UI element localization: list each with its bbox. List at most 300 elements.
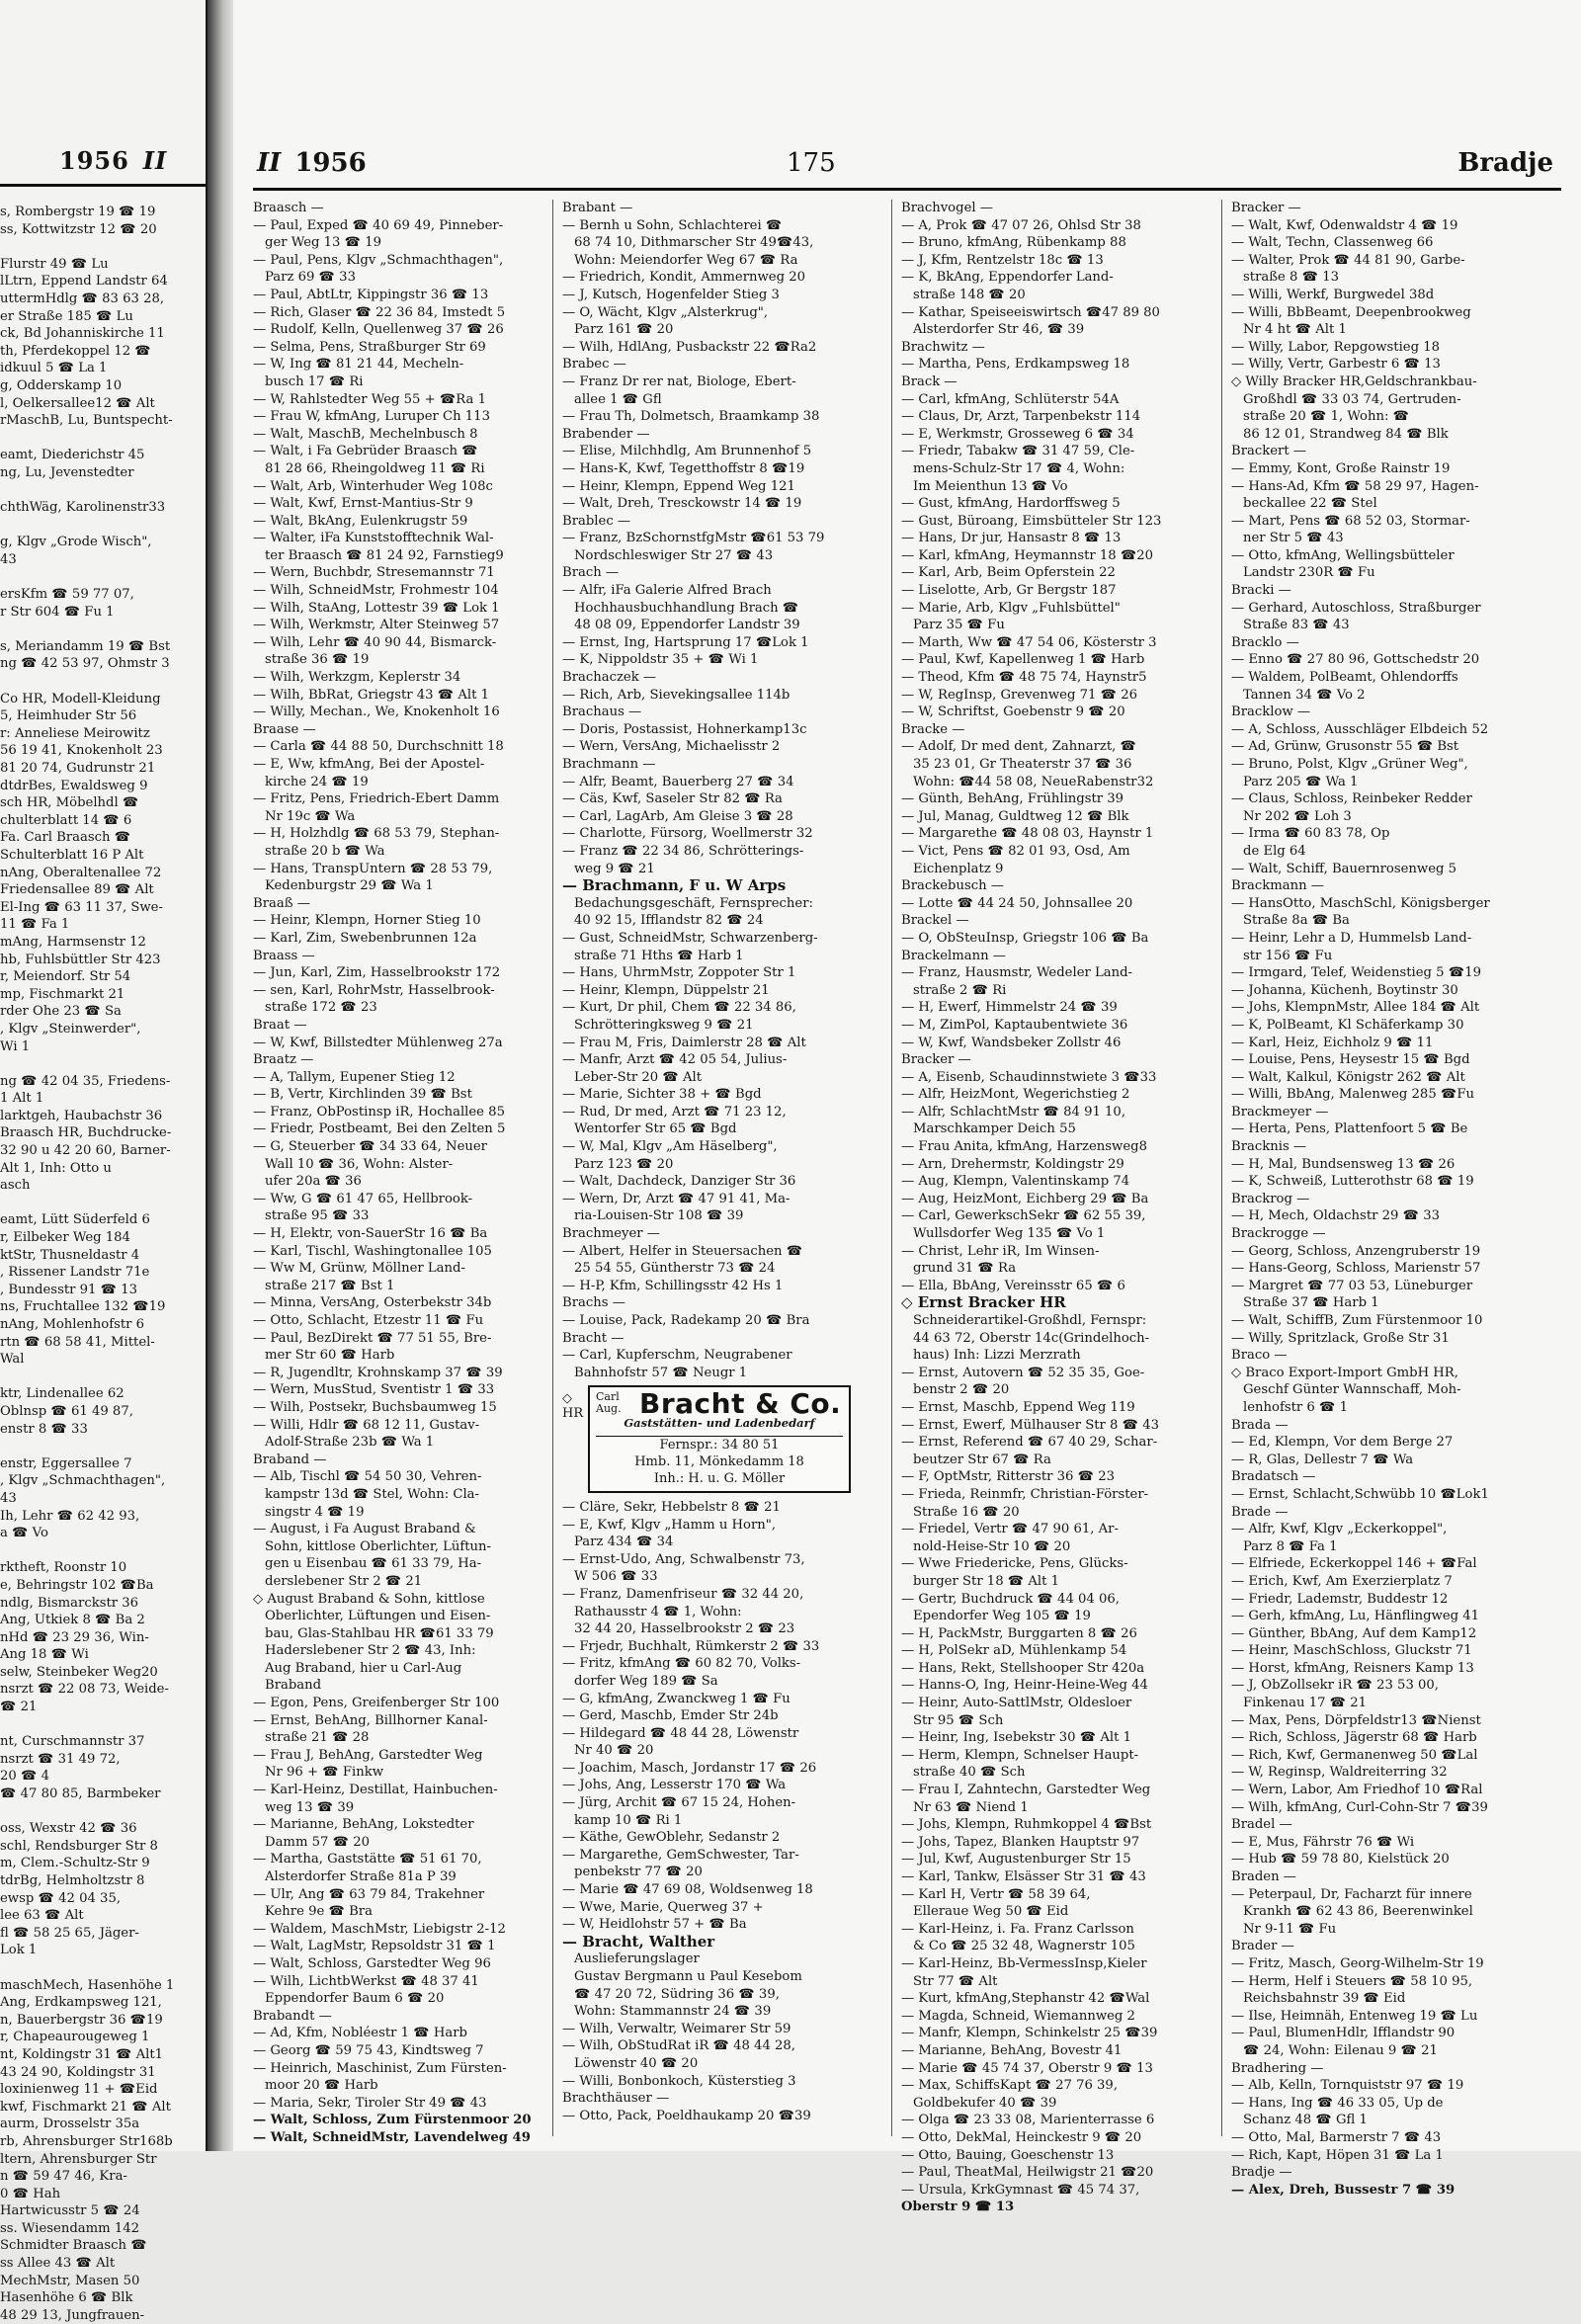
- entry-continuation: Parz 123 ☎ 20: [574, 1156, 674, 1172]
- directory-entry-line: — Otto, Schlacht, Etzestr 11 ☎ Fu: [253, 1313, 484, 1328]
- entry-continuation: bau, Glas-Stahlbau HR ☎61 33 79: [265, 1625, 494, 1641]
- entry-continuation: Straße 16 ☎ 20: [913, 1504, 1020, 1520]
- left-page-line: nHd ☎ 23 29 36, Win-: [0, 1629, 149, 1645]
- directory-entry-line: ◇ Braco Export-Import GmbH HR,: [1231, 1365, 1458, 1380]
- left-page-line: rMaschB, Lu, Buntspecht-: [0, 413, 173, 429]
- surname-heading: Bracker —: [901, 1052, 971, 1068]
- entry-continuation: Str 95 ☎ Sch: [913, 1712, 1004, 1728]
- entry-continuation: busch 17 ☎ Ri: [265, 374, 364, 389]
- entry-continuation: Aug Braband, hier u Carl-Aug: [265, 1660, 462, 1676]
- directory-entry-line: — August, i Fa August Braband &: [253, 1522, 476, 1537]
- directory-column-4: [1231, 200, 1557, 2198]
- directory-entry-line: — Friedr, Postbeamt, Bei den Zelten 5: [253, 1121, 506, 1137]
- entry-continuation: Im Meienthun 13 ☎ Vo: [913, 478, 1068, 494]
- ad-address: Hmb. 11, Mönkedamm 18: [634, 1453, 804, 1469]
- directory-entry-line: — Heinr, Klempn, Eppend Weg 121: [562, 478, 795, 494]
- left-page-line: lee 63 ☎ Alt: [0, 1908, 84, 1924]
- entry-continuation: Alsterdorfer Straße 81a P 39: [265, 1869, 457, 1884]
- directory-entry-line: — Ad, Kfm, Nobléestr 1 ☎ Harb: [253, 2026, 467, 2041]
- business-entry-heading: — Brachmann, F u. W Arps: [562, 876, 787, 895]
- left-page-line: s, Rombergstr 19 ☎ 19: [0, 205, 156, 219]
- directory-entry-line: — W, RegInsp, Grevenweg 71 ☎ 26: [901, 687, 1137, 703]
- directory-entry-line: — Walt, Dreh, Tresckowstr 14 ☎ 19: [562, 496, 802, 512]
- directory-entry-line: — M, ZimPol, Kaptaubentwiete 36: [901, 1017, 1128, 1033]
- directory-entry-line: — Alfr, Kwf, Klgv „Eckerkoppel",: [1231, 1522, 1448, 1537]
- surname-heading: Brackel —: [901, 913, 969, 929]
- entry-continuation: beckallee 22 ☎ Stel: [1243, 496, 1377, 512]
- directory-entry-line: — Fritz, Pens, Friedrich-Ebert Damm: [253, 791, 500, 807]
- directory-entry-line: — Wilh, Lehr ☎ 40 90 44, Bismarck-: [253, 634, 497, 650]
- directory-entry-line: — J, Kutsch, Hogenfelder Stieg 3: [562, 287, 780, 302]
- directory-entry-line: — Hans, TranspUntern ☎ 28 53 79,: [253, 861, 493, 876]
- directory-entry-line: — Franz, ObPostinsp iR, Hochallee 85: [253, 1104, 505, 1120]
- entry-continuation: 68 74 10, Dithmarscher Str 49☎43,: [574, 235, 814, 251]
- directory-entry-line: — Carl, Kupferschm, Neugrabener: [562, 1348, 792, 1364]
- left-page-line: fl ☎ 58 25 65, Jäger-: [0, 1925, 139, 1941]
- left-page-line: 5, Heimhuder Str 56: [0, 708, 137, 724]
- surname-heading: Bradhering —: [1231, 2060, 1324, 2076]
- directory-entry-line: — Walt, Schloss, Zum Fürstenmoor 20: [253, 2113, 532, 2128]
- directory-entry-line: — Louise, Pens, Heysestr 15 ☎ Bgd: [1231, 1052, 1470, 1068]
- directory-entry-line: — Paul, Pens, Klgv „Schmachthagen",: [253, 252, 504, 268]
- ad-marker: [562, 1391, 583, 1421]
- surname-heading: Brader —: [1231, 1939, 1294, 1954]
- directory-entry-line: — Kurt, Dr phil, Chem ☎ 22 34 86,: [562, 1000, 796, 1016]
- directory-entry-line: — Wilh, StaAng, Lottestr 39 ☎ Lok 1: [253, 600, 500, 616]
- directory-entry-line: — Herta, Pens, Plattenfoort 5 ☎ Be: [1231, 1121, 1468, 1137]
- directory-entry-line: — Hans, UhrmMstr, Zoppoter Str 1: [562, 965, 796, 981]
- directory-entry-line: — Theod, Kfm ☎ 48 75 74, Haynstr5: [901, 670, 1147, 686]
- bracht-advertisement: [588, 1385, 851, 1493]
- left-page-line: Friedensallee 89 ☎ Alt: [0, 882, 154, 898]
- surname-heading: Brackelmann —: [901, 948, 1006, 963]
- directory-entry-line: — Franz, BzSchornstfgMstr ☎61 53 79: [562, 531, 825, 546]
- directory-entry-line: — Wern, Buchbdr, Stresemannstr 71: [253, 565, 495, 581]
- entry-continuation: straße 20 ☎ 1, Wohn: ☎: [1243, 409, 1410, 425]
- surname-heading: Brach —: [562, 565, 620, 581]
- directory-entry-line: — E, Ww, kfmAng, Bei der Apostel-: [253, 757, 485, 772]
- left-page-line: [0, 482, 198, 500]
- left-page-line: kwf, Fischmarkt 21 ☎ Alt: [0, 2099, 171, 2115]
- directory-entry-line: — Doris, Postassist, Hohnerkamp13c: [562, 721, 807, 737]
- directory-entry-line: — Jul, Kwf, Augustenburger Str 15: [901, 1852, 1131, 1868]
- entry-continuation: Finkenau 17 ☎ 21: [1243, 1696, 1368, 1711]
- bracht-ad-wrapper: [562, 1385, 845, 1493]
- directory-entry-line: — Elfriede, Eckerkoppel 146 + ☎Fal: [1231, 1556, 1477, 1572]
- left-page-line: 11 ☎ Fa 1: [0, 917, 70, 933]
- directory-entry-line: — Paul, BezDirekt ☎ 77 51 55, Bre-: [253, 1330, 492, 1346]
- left-page-line: r, Eilbeker Weg 184: [0, 1230, 130, 1246]
- entry-continuation: Nr 40 ☎ 20: [574, 1743, 654, 1759]
- left-page-line: [0, 1542, 198, 1560]
- directory-entry-line: — Carl, kfmAng, Schlüterstr 54A: [901, 391, 1120, 407]
- directory-entry-line: — Walt, Kwf, Odenwaldstr 4 ☎ 19: [1231, 217, 1458, 233]
- directory-entry-line: — Johs, KlempnMstr, Allee 184 ☎ Alt: [1231, 1000, 1480, 1016]
- directory-entry-line: — Heinr, Klempn, Horner Stieg 10: [253, 913, 481, 929]
- directory-entry-line: — Aug, Klempn, Valentinskamp 74: [901, 1174, 1130, 1190]
- directory-entry-line: — Heinr, Ing, Isebekstr 30 ☎ Alt 1: [901, 1730, 1131, 1746]
- directory-entry-line: — E, Mus, Fährstr 76 ☎ Wi: [1231, 1834, 1415, 1850]
- left-page-line: n ☎ 59 47 46, Kra-: [0, 2169, 127, 2185]
- left-page-line: 0 ☎ Hah: [0, 2186, 61, 2201]
- directory-entry-line: — Karl, Tankw, Elsässer Str 31 ☎ 43: [901, 1869, 1146, 1884]
- left-page-line: [0, 621, 198, 638]
- directory-entry-line: — A, Schloss, Ausschläger Elbdeich 52: [1231, 721, 1489, 737]
- entry-continuation: Hochhausbuchhandlung Brach ☎: [574, 600, 799, 616]
- entry-continuation: burger Str 18 ☎ Alt 1: [913, 1573, 1060, 1589]
- left-page-line: Hartwicusstr 5 ☎ 24: [0, 2203, 140, 2219]
- directory-entry-line: — Hans, Dr jur, Hansastr 8 ☎ 13: [901, 531, 1122, 546]
- page-number: 175: [787, 148, 836, 178]
- directory-entry-line: — Friedr, Lademstr, Buddestr 12: [1231, 1591, 1449, 1607]
- directory-entry-line: — Frau Th, Dolmetsch, Braamkamp 38: [562, 409, 820, 425]
- entry-continuation: Nr 4 ht ☎ Alt 1: [1243, 322, 1347, 338]
- header-part: II: [257, 148, 282, 178]
- left-page-line: r, Meiendorf. Str 54: [0, 969, 131, 985]
- directory-entry-line: — Paul, TheatMal, Heilwigstr 21 ☎20: [901, 2165, 1154, 2181]
- left-page-line: ktStr, Thusneldastr 4: [0, 1247, 140, 1263]
- entry-continuation: Schrötteringksweg 9 ☎ 21: [574, 1017, 754, 1033]
- left-page-line: Wi 1: [0, 1038, 31, 1054]
- directory-entry-line: — K, Nippoldstr 35 + ☎ Wi 1: [562, 652, 759, 668]
- left-page-line: rktheft, Roonstr 10: [0, 1560, 127, 1576]
- directory-entry-line: — Rich, Kwf, Germanenweg 50 ☎Lal: [1231, 1747, 1478, 1763]
- left-page-line: 20 ☎ 4: [0, 1769, 49, 1784]
- entry-continuation: weg 9 ☎ 21: [574, 861, 655, 876]
- left-page-line: Ih, Lehr ☎ 62 42 93,: [0, 1508, 140, 1524]
- left-page-line: m, Clem.-Schultz-Str 9: [0, 1856, 150, 1871]
- left-page-line: idkuul 5 ☎ La 1: [0, 361, 108, 376]
- directory-entry-line: — Paul, AbtLtr, Kippingstr 36 ☎ 13: [253, 287, 489, 302]
- left-page-line: [0, 568, 198, 586]
- directory-page: [233, 0, 1581, 2215]
- surname-heading: Brachaczek —: [562, 670, 657, 686]
- entry-continuation: Nordschleswiger Str 27 ☎ 43: [574, 547, 774, 563]
- surname-heading: Brabandt —: [253, 2008, 332, 2024]
- surname-heading: Braatz —: [253, 1052, 314, 1068]
- directory-entry-line: — H, PolSekr aD, Mühlenkamp 54: [901, 1643, 1127, 1659]
- ad-marker-hr: HR: [562, 1406, 584, 1422]
- entry-continuation: Braband: [265, 1678, 322, 1694]
- left-page-line: , Bundesstr 91 ☎ 13: [0, 1282, 138, 1297]
- directory-entry-line: — Walt, Dachdeck, Danziger Str 36: [562, 1174, 796, 1190]
- left-page-line: mp, Fischmarkt 21: [0, 986, 125, 1002]
- directory-entry-line: — Wilh, Werkzgm, Keplerstr 34: [253, 670, 461, 686]
- directory-entry-line: — Erich, Kwf, Am Exerzierplatz 7: [1231, 1573, 1453, 1589]
- left-page-line: uttermHdlg ☎ 83 63 28,: [0, 290, 165, 306]
- directory-entry-line: — Ella, BbAng, Vereinsstr 65 ☎ 6: [901, 1278, 1125, 1293]
- directory-entry-line: — Wern, VersAng, Michaelisstr 2: [562, 739, 781, 755]
- surname-heading: Brachaus —: [562, 705, 642, 720]
- directory-column-3: [901, 200, 1184, 2215]
- entry-continuation: str 156 ☎ Fu: [1243, 948, 1333, 963]
- entry-continuation: Nr 96 + ☎ Finkw: [265, 1765, 384, 1781]
- directory-entry-line: — Cläre, Sekr, Hebbelstr 8 ☎ 21: [562, 1499, 781, 1515]
- directory-entry-line: — Peterpaul, Dr, Facharzt für innere: [1231, 1886, 1472, 1902]
- entry-continuation: straße 71 Hths ☎ Harb 1: [574, 948, 744, 963]
- left-page-line: Braasch HR, Buchdrucke-: [0, 1125, 172, 1141]
- directory-entry-line: — Ernst, Referend ☎ 67 40 29, Schar-: [901, 1435, 1158, 1451]
- surname-heading: Braco —: [1231, 1348, 1288, 1364]
- directory-entry-line: — Carla ☎ 44 88 50, Durchschnitt 18: [253, 739, 504, 755]
- directory-entry-line: — Manfr, Arzt ☎ 42 05 54, Julius-: [562, 1052, 788, 1068]
- directory-entry-line: — A, Prok ☎ 47 07 26, Ohlsd Str 38: [901, 217, 1141, 233]
- left-page-line: 43: [0, 1490, 17, 1506]
- entry-continuation: moor 20 ☎ Harb: [265, 2078, 378, 2094]
- directory-entry-line: — Hans-Georg, Schloss, Marienstr 57: [1231, 1261, 1481, 1277]
- directory-entry-line: — Willi, BbBeamt, Deepenbrookweg: [1231, 304, 1471, 320]
- left-page-line: ss. Wiesendamm 142: [0, 2220, 140, 2236]
- directory-entry-line: — K, BkAng, Eppendorfer Land-: [901, 270, 1114, 286]
- directory-entry-line: — Fritz, Masch, Georg-Wilhelm-Str 19: [1231, 1955, 1484, 1971]
- left-page-line: chulterblatt 14 ☎ 6: [0, 812, 132, 828]
- directory-entry-line: ◇ Willy Bracker HR,Geldschrankbau-: [1231, 374, 1477, 389]
- directory-entry-line: — Walt, SchneidMstr, Lavendelweg 49: [253, 2129, 531, 2145]
- left-page-line: [0, 238, 198, 256]
- entry-continuation: Parz 35 ☎ Fu: [913, 618, 1005, 633]
- directory-entry-line: — W, Rahlstedter Weg 55 + ☎Ra 1: [253, 391, 486, 407]
- column-divider: [552, 200, 553, 2136]
- directory-entry-line: — Margret ☎ 77 03 53, Lüneburger: [1231, 1278, 1473, 1293]
- entry-continuation: de Elg 64: [1243, 843, 1306, 859]
- directory-entry-line: — Minna, VersAng, Osterbekstr 34b: [253, 1295, 492, 1311]
- surname-heading: Brachwitz —: [901, 339, 985, 355]
- directory-entry-line: — Karl, Heiz, Eichholz 9 ☎ 11: [1231, 1035, 1434, 1050]
- directory-entry-line: — Marianne, BehAng, Bovestr 41: [901, 2042, 1123, 2058]
- left-page-line: nt, Koldingstr 31 ☎ Alt1: [0, 2046, 164, 2062]
- directory-entry-line: — Otto, DekMal, Heinckestr 9 ☎ 20: [901, 2129, 1142, 2145]
- directory-entry-line: — Ernst, BehAng, Billhorner Kanal-: [253, 1712, 488, 1728]
- entry-continuation: Löwenstr 40 ☎ 20: [574, 2055, 699, 2071]
- directory-entry-line: — Ernst, Schlacht,Schwübb 10 ☎Lok1: [1231, 1486, 1489, 1502]
- directory-entry-line: Oberstr 9 ☎ 13: [901, 2200, 1015, 2215]
- directory-entry-line: — Bernh u Sohn, Schlachterei ☎: [562, 217, 783, 233]
- directory-entry-line: — Paul, Exped ☎ 40 69 49, Pinneber-: [253, 217, 504, 233]
- ad-small-line: Carl: [596, 1390, 620, 1404]
- left-page-line: eamt, Diederichstr 45: [0, 448, 145, 463]
- ad-subtitle: Gaststätten- und Ladenbedarf: [596, 1415, 843, 1437]
- left-page-line: Flurstr 49 ☎ Lu: [0, 256, 109, 272]
- entry-continuation: Nr 202 ☎ Loh 3: [1243, 808, 1352, 824]
- entry-continuation: Nr 19c ☎ Wa: [265, 808, 356, 824]
- left-page-line: nt, Curschmannstr 37: [0, 1734, 145, 1750]
- directory-entry-line: — Günth, BehAng, Frühlingstr 39: [901, 791, 1124, 807]
- directory-entry-line: — Alfr, SchlachtMstr ☎ 84 91 10,: [901, 1104, 1126, 1120]
- running-head: Bradje: [1457, 148, 1553, 178]
- left-page-line: enstr, Eggersallee 7: [0, 1455, 132, 1471]
- directory-entry-line: — Adolf, Dr med dent, Zahnarzt, ☎: [901, 739, 1136, 755]
- directory-entry-line: — Aug, HeizMont, Eichberg 29 ☎ Ba: [901, 1191, 1149, 1206]
- directory-entry-line: — Jul, Manag, Guldtweg 12 ☎ Blk: [901, 808, 1129, 824]
- entry-continuation: Eppendorfer Baum 6 ☎ 20: [265, 1991, 445, 2007]
- left-page-line: larktgeh, Haubachstr 36: [0, 1108, 163, 1123]
- directory-entry-line: — Franz ☎ 22 34 86, Schrötterings-: [562, 843, 804, 859]
- directory-entry-line: — Jun, Karl, Zim, Hasselbrookstr 172: [253, 965, 501, 981]
- entry-continuation: Parz 69 ☎ 33: [265, 270, 356, 286]
- entry-continuation: Haderslebener Str 2 ☎ 43, Inh:: [265, 1643, 476, 1659]
- surname-heading: Bracker —: [1231, 201, 1301, 215]
- left-page-part: II: [142, 146, 168, 175]
- entry-continuation: benstr 2 ☎ 20: [913, 1382, 1010, 1398]
- left-page-line: , Rissener Landstr 71e: [0, 1265, 150, 1281]
- entry-continuation: haus) Inh: Lizzi Merzrath: [913, 1348, 1081, 1364]
- directory-entry-line: — H, Ewerf, Himmelstr 24 ☎ 39: [901, 1000, 1118, 1016]
- directory-entry-line: — Wilh, LichtbWerkst ☎ 48 37 41: [253, 1973, 479, 1989]
- header-rule: [253, 188, 1561, 191]
- column-divider: [1221, 200, 1222, 2136]
- directory-entry-line: — Johanna, Küchenh, Boytinstr 30: [1231, 982, 1458, 998]
- entry-continuation: Wohn: Meiendorfer Weg 67 ☎ Ra: [574, 252, 798, 268]
- directory-entry-line: — Bruno, kfmAng, Rübenkamp 88: [901, 235, 1126, 251]
- entry-continuation: 48 08 09, Eppendorfer Landstr 39: [574, 618, 800, 633]
- directory-entry-line: — O, ObSteuInsp, Griegstr 106 ☎ Ba: [901, 930, 1149, 946]
- directory-entry-line: — B, Vertr, Kirchlinden 39 ☎ Bst: [253, 1087, 472, 1103]
- left-page-line: Oblnsp ☎ 61 49 87,: [0, 1403, 133, 1419]
- directory-entry-line: — Gust, kfmAng, Hardorffsweg 5: [901, 496, 1121, 512]
- left-page-line: ss Allee 43 ☎ Alt: [0, 2256, 116, 2272]
- entry-continuation: kirche 24 ☎ 19: [265, 774, 369, 789]
- left-page-line: g, Klgv „Grode Wisch",: [0, 535, 152, 550]
- surname-heading: Brada —: [1231, 1417, 1289, 1433]
- directory-entry-line: — Rich, Kapt, Höpen 31 ☎ La 1: [1231, 2147, 1444, 2163]
- ad-marker-diamond: ◇: [562, 1391, 572, 1407]
- directory-entry-line: — O, Wächt, Klgv „Alsterkrug",: [562, 304, 769, 320]
- left-page-line: [0, 673, 198, 691]
- surname-heading: Braass —: [253, 948, 315, 963]
- directory-entry-line: — Herm, Helf i Steuers ☎ 58 10 95,: [1231, 1973, 1473, 1989]
- entry-continuation: Elleraue Weg 50 ☎ Eid: [913, 1904, 1069, 1920]
- directory-entry-line: — J, ObZollsekr iR ☎ 23 53 00,: [1231, 1678, 1440, 1694]
- left-page-line: ng, Lu, Jevenstedter: [0, 464, 134, 480]
- entry-continuation: straße 2 ☎ Ri: [913, 982, 1007, 998]
- left-page-line: loxinienweg 11 + ☎Eid: [0, 2082, 158, 2098]
- directory-entry-line: — Herm, Klempn, Schnelser Haupt-: [901, 1747, 1139, 1763]
- directory-entry-line: — Claus, Schloss, Reinbeker Redder: [1231, 791, 1472, 807]
- directory-entry-line: — Willi, Hdlr ☎ 68 12 11, Gustav-: [253, 1417, 480, 1433]
- directory-entry-line: — Georg ☎ 59 75 43, Kindtsweg 7: [253, 2042, 484, 2058]
- left-page-line: hb, Fuhlsbüttler Str 423: [0, 952, 161, 967]
- directory-entry-line: — Karl H, Vertr ☎ 58 39 64,: [901, 1886, 1091, 1902]
- entry-continuation: Leber-Str 20 ☎ Alt: [574, 1069, 703, 1085]
- directory-entry-line: — Johs, Tapez, Blanken Hauptstr 97: [901, 1834, 1140, 1850]
- directory-entry-line: — Willy, Vertr, Garbestr 6 ☎ 13: [1231, 357, 1441, 373]
- directory-entry-line: — W, Reginsp, Waldreiterring 32: [1231, 1765, 1448, 1781]
- directory-entry-line: — H-P, Kfm, Schillingsstr 42 Hs 1: [562, 1278, 784, 1293]
- left-page-line: dtdrBes, Ewaldsweg 9: [0, 778, 148, 793]
- directory-entry-line: — Christ, Lehr iR, Im Winsen-: [901, 1243, 1100, 1259]
- entry-continuation: Oberlichter, Lüftungen und Eisen-: [265, 1609, 491, 1624]
- surname-heading: Brabec —: [562, 357, 626, 373]
- directory-entry-line: — Ad, Grünw, Grusonstr 55 ☎ Bst: [1231, 739, 1459, 755]
- left-page-line: 1 Alt 1: [0, 1091, 44, 1107]
- directory-entry-line: — W, Mal, Klgv „Am Häselberg",: [562, 1139, 778, 1155]
- left-page-line: nsrzt ☎ 31 49 72,: [0, 1751, 121, 1767]
- entry-continuation: Kedenburgstr 29 ☎ Wa 1: [265, 878, 434, 894]
- entry-continuation: Straße 83 ☎ 43: [1243, 618, 1350, 633]
- directory-entry-line: — Wern, MusStud, Sventistr 1 ☎ 33: [253, 1382, 495, 1398]
- directory-entry-line: — Wilh, HdlAng, Pusbackstr 22 ☎Ra2: [562, 339, 817, 355]
- directory-entry-line: — E, Werkmstr, Grosseweg 6 ☎ 34: [901, 426, 1134, 442]
- entry-continuation: grund 31 ☎ Ra: [913, 1261, 1017, 1277]
- header-part-year: [257, 148, 367, 178]
- entry-continuation: Damm 57 ☎ 20: [265, 1834, 371, 1850]
- left-page-line: ewsp ☎ 42 04 35,: [0, 1890, 122, 1906]
- directory-entry-line: — Ernst, Ing, Hartsprung 17 ☎Lok 1: [562, 634, 809, 650]
- entry-continuation: ria-Louisen-Str 108 ☎ 39: [574, 1208, 744, 1224]
- directory-entry-line: — Willi, BbAng, Malenweg 285 ☎Fu: [1231, 1087, 1474, 1103]
- left-page-line: [0, 1803, 198, 1821]
- left-page-line: n, Bauerbergstr 36 ☎19: [0, 2012, 163, 2028]
- directory-entry-line: — Ilse, Heimnäh, Entenweg 19 ☎ Lu: [1231, 2008, 1478, 2024]
- directory-entry-line: — Max, SchiffsKapt ☎ 27 76 39,: [901, 2078, 1119, 2094]
- left-page-line: mAng, Harmsenstr 12: [0, 934, 146, 950]
- entry-continuation: Tannen 34 ☎ Vo 2: [1243, 687, 1366, 703]
- directory-entry-line: ◇ August Braband & Sohn, kittlose: [253, 1591, 485, 1607]
- directory-entry-line: — Frau I, Zahntechn, Garstedter Weg: [901, 1783, 1151, 1798]
- directory-entry-line: — Cäs, Kwf, Saseler Str 82 ☎ Ra: [562, 791, 783, 807]
- entry-continuation: ufer 20a ☎ 36: [265, 1174, 362, 1190]
- left-page-year: 1956: [59, 146, 129, 175]
- surname-heading: Brachthäuser —: [562, 2091, 670, 2107]
- surname-heading: Brackmeyer —: [1231, 1104, 1329, 1120]
- directory-entry-line: — Irma ☎ 60 83 78, Op: [1231, 826, 1390, 842]
- directory-entry-line: — Alb, Tischl ☎ 54 50 30, Vehren-: [253, 1469, 482, 1485]
- directory-entry-line: — Gust, SchneidMstr, Schwarzenberg-: [562, 930, 818, 946]
- entry-continuation: straße 8 ☎ 13: [1243, 270, 1340, 286]
- entry-continuation: Straße 37 ☎ Harb 1: [1243, 1295, 1379, 1311]
- left-page-line: th, Pferdekoppel 12 ☎: [0, 343, 151, 359]
- directory-entry-line: — W, Heidlohstr 57 + ☎ Ba: [562, 1917, 747, 1933]
- ad-title-row: [596, 1386, 843, 1420]
- directory-entry-line: — Otto, kfmAng, Wellingsbütteler: [1231, 547, 1455, 563]
- directory-entry-line: — Walter, Prok ☎ 44 81 90, Garbe-: [1231, 252, 1465, 268]
- directory-entry-line: — Karl, kfmAng, Heymannstr 18 ☎20: [901, 547, 1154, 563]
- directory-entry-line: — Johs, Ang, Lesserstr 170 ☎ Wa: [562, 1778, 787, 1793]
- entry-continuation: Reichsbahnstr 39 ☎ Eid: [1243, 1991, 1406, 2007]
- directory-entry-line: — W, Ing ☎ 81 21 44, Mecheln-: [253, 357, 464, 373]
- directory-entry-line: — sen, Karl, RohrMstr, Hasselbrook-: [253, 982, 495, 998]
- entry-continuation: dorfer Weg 189 ☎ Sa: [574, 1673, 718, 1689]
- left-page-line: 56 19 41, Knokenholt 23: [0, 743, 163, 759]
- left-page-line: aurm, Drosselstr 35a: [0, 2116, 140, 2132]
- directory-entry-line: — Marie ☎ 47 69 08, Woldsenweg 18: [562, 1882, 813, 1898]
- directory-entry-line: — Günther, BbAng, Auf dem Kamp12: [1231, 1625, 1477, 1641]
- directory-entry-line: — Rud, Dr med, Arzt ☎ 71 23 12,: [562, 1104, 787, 1120]
- left-page-line: Wal: [0, 1352, 25, 1368]
- directory-entry-line: — Alfr, iFa Galerie Alfred Brach: [562, 583, 772, 599]
- directory-entry-line: — Karl, Zim, Swebenbrunnen 12a: [253, 930, 477, 946]
- directory-entry-line: — Enno ☎ 27 80 96, Gottschedstr 20: [1231, 652, 1480, 668]
- surname-heading: Braaß —: [253, 895, 310, 911]
- entry-continuation: Bedachungsgeschäft, Fernsprecher:: [574, 895, 813, 911]
- entry-continuation: singstr 4 ☎ 19: [265, 1504, 365, 1520]
- directory-entry-line: — Willi, Werkf, Burgwedel 38d: [1231, 287, 1435, 302]
- book-gutter: [208, 0, 233, 2151]
- directory-entry-line: — Ernst, Ewerf, Mülhauser Str 8 ☎ 43: [901, 1417, 1160, 1433]
- entry-continuation: Nr 9-11 ☎ Fu: [1243, 1921, 1337, 1937]
- entry-continuation: 35 23 01, Gr Theaterstr 37 ☎ 36: [913, 757, 1132, 772]
- directory-entry-line: — W, Schriftst, Goebenstr 9 ☎ 20: [901, 705, 1125, 720]
- directory-entry-line: — Olga ☎ 23 33 08, Marienterrasse 6: [901, 2113, 1155, 2128]
- entry-continuation: ter Braasch ☎ 81 24 92, Farnstieg9: [265, 547, 504, 563]
- directory-entry-line: — Margarethe, GemSchwester, Tar-: [562, 1847, 799, 1863]
- directory-entry-line: — R, Glas, Dellestr 7 ☎ Wa: [1231, 1452, 1414, 1467]
- directory-entry-line: — Rich, Schloss, Jägerstr 68 ☎ Harb: [1231, 1730, 1477, 1746]
- directory-entry-line: — Walt, Schiff, Bauernrosenweg 5: [1231, 861, 1457, 876]
- left-page-line: e, Behringstr 102 ☎Ba: [0, 1577, 154, 1593]
- directory-entry-line: — Gust, Büroang, Eimsbütteler Str 123: [901, 513, 1162, 529]
- directory-entry-line: — Johs, Klempn, Ruhmkoppel 4 ☎Bst: [901, 1817, 1152, 1833]
